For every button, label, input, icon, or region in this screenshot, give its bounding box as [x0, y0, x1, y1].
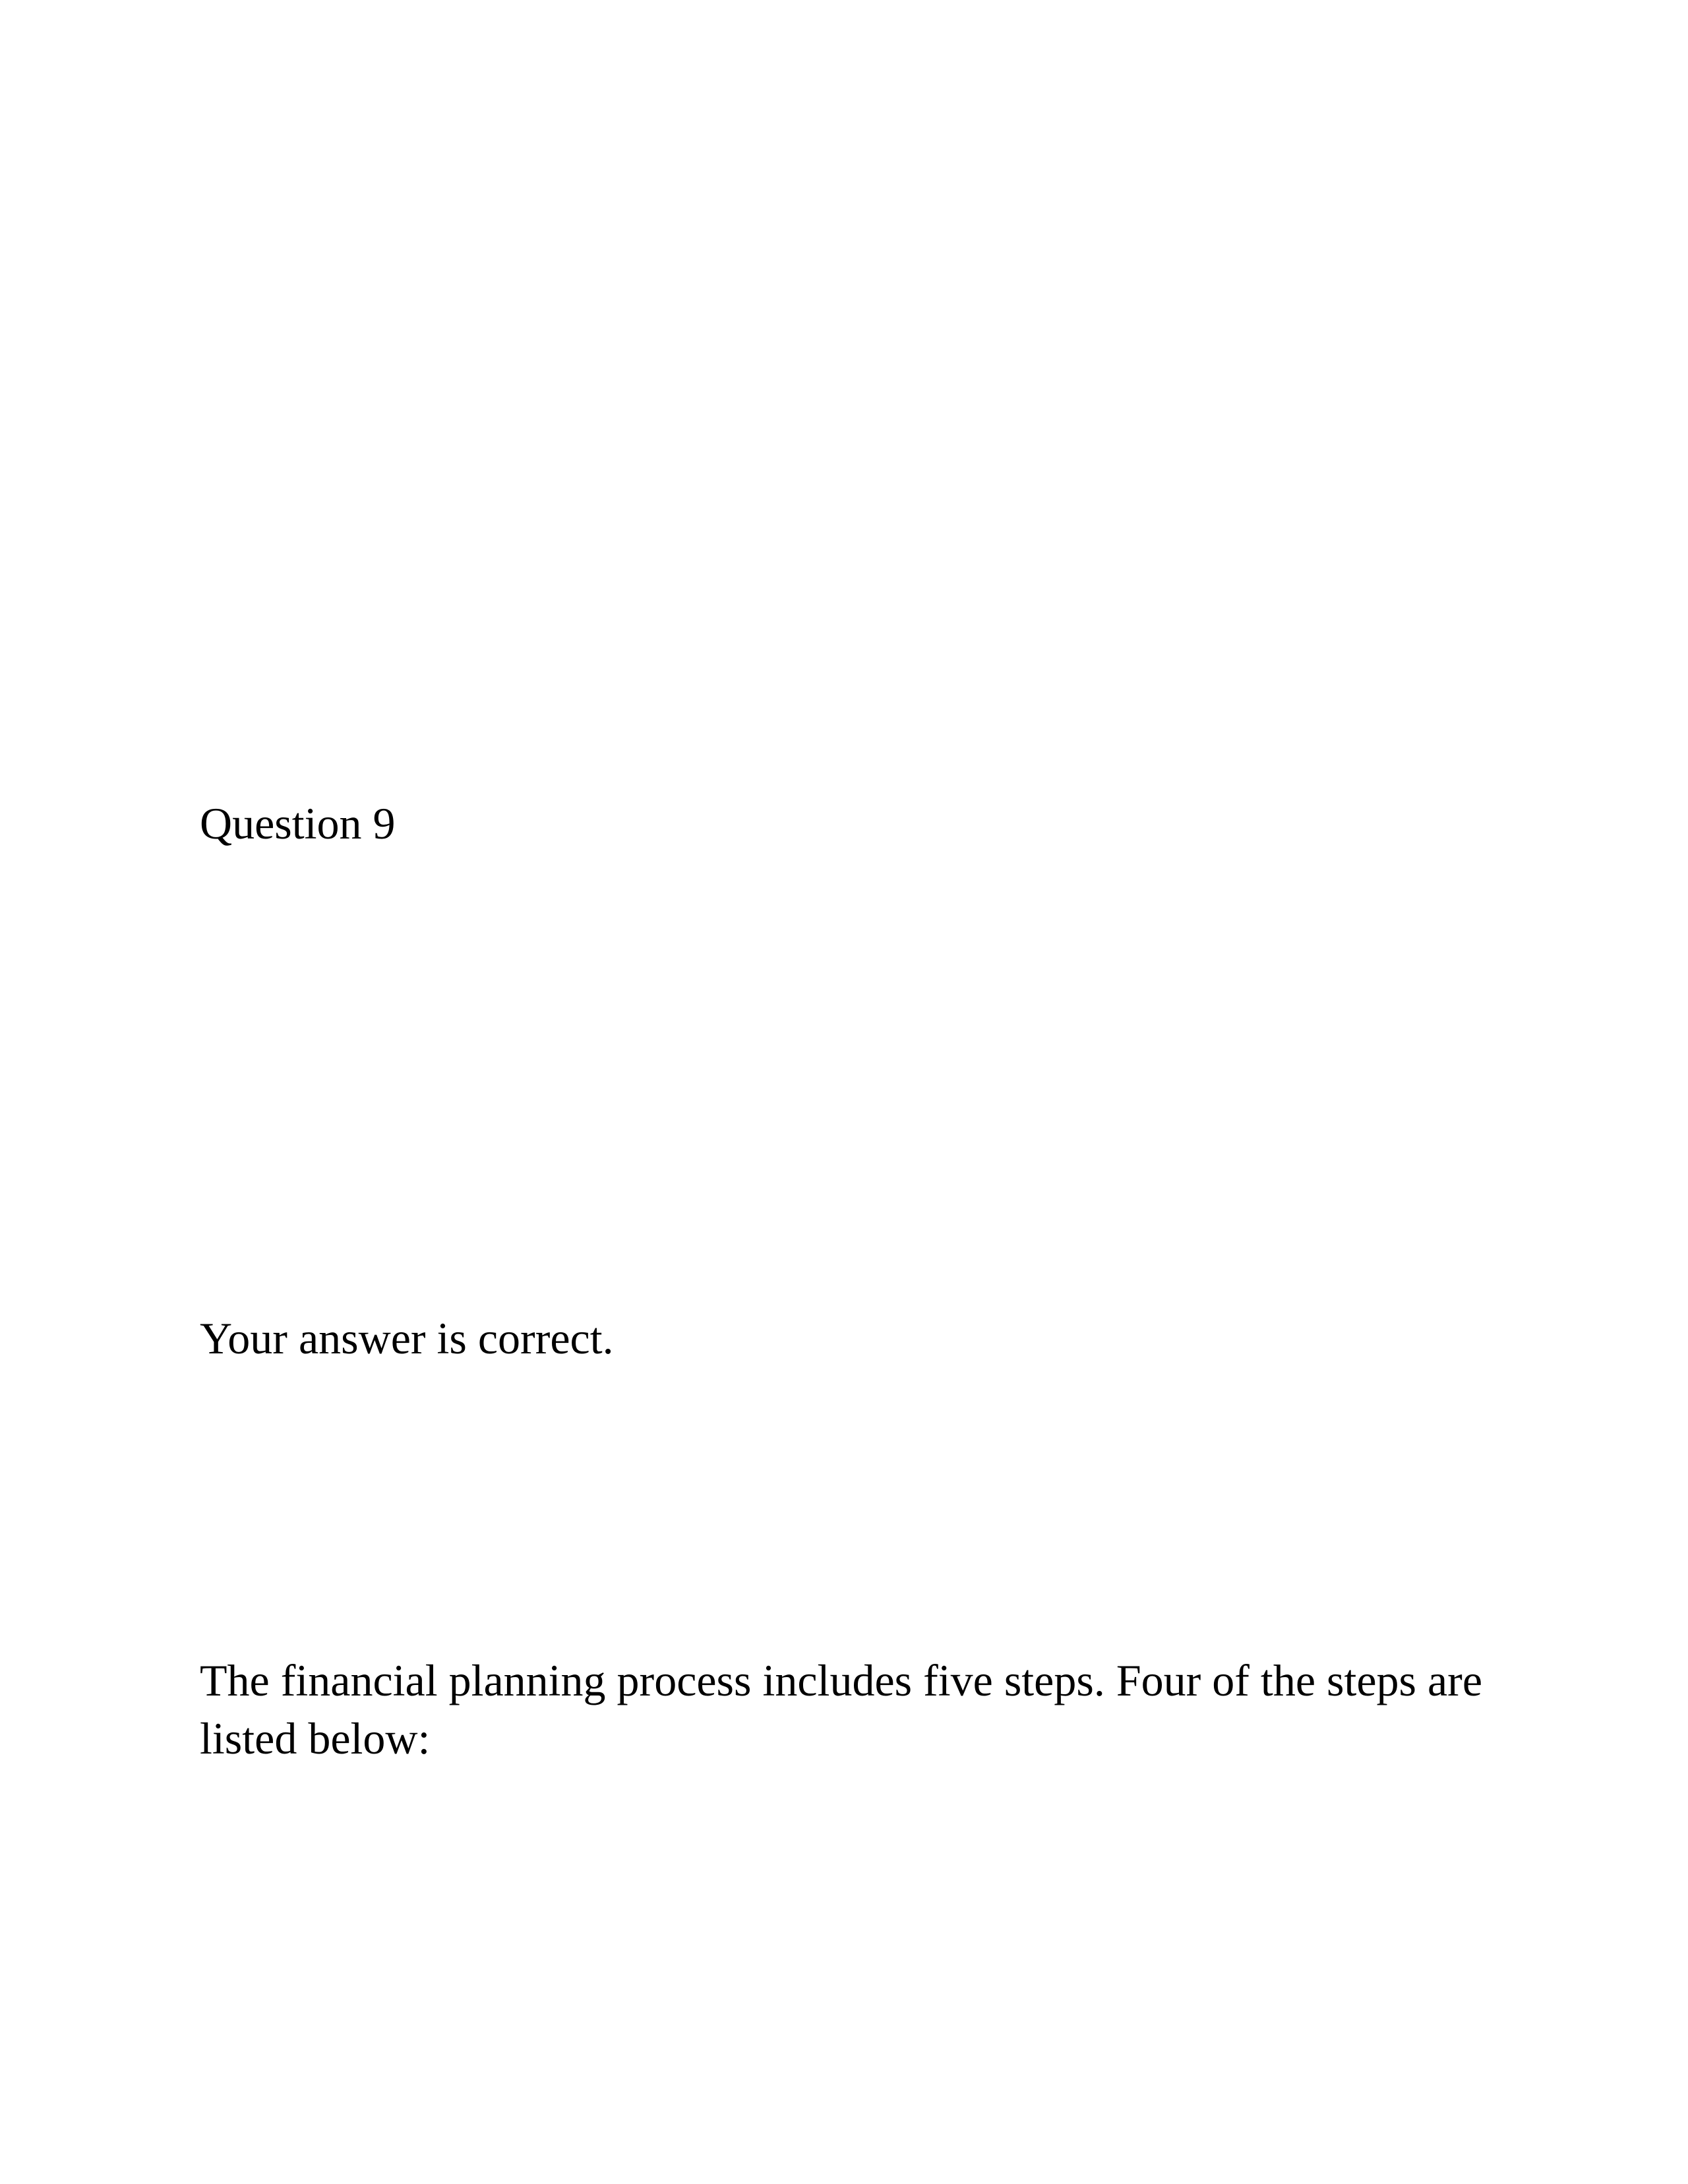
question-body-text: The financial planning process includes five steps. Four of the steps are listed below: — [200, 1655, 1483, 1763]
question-title: Question 9 — [200, 798, 396, 848]
answer-feedback-message: Your answer is correct. — [200, 1313, 614, 1363]
